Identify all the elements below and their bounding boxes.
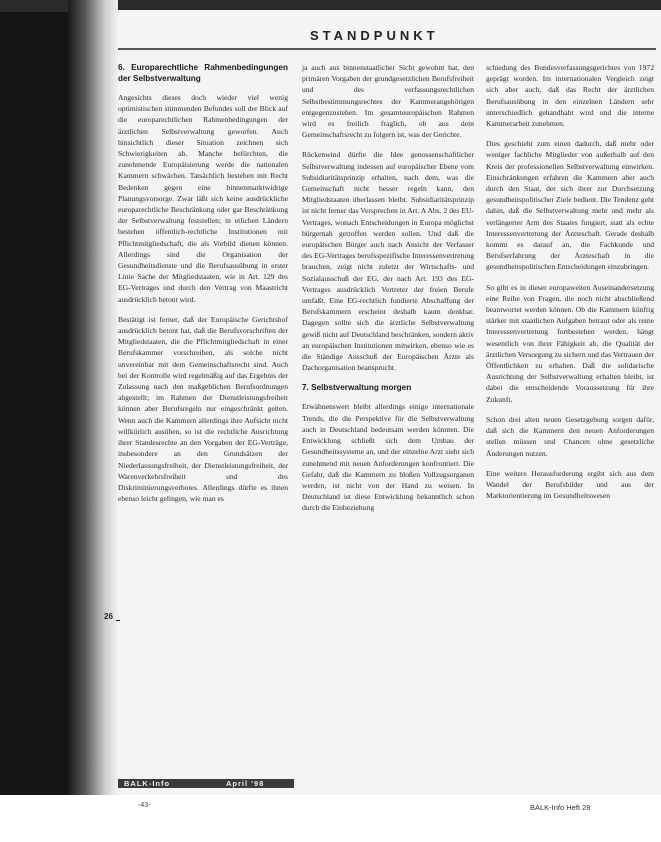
paragraph: Dies geschieht zum einen dadurch, daß mehr oder weniger fachliche Mitglieder von außerhalb auf den Kreis der professionellen Selbstverwaltung einwirken. Einschränkungen erfahren die Kammern aber auch durch den Staat, der sich ihrer zur Durchsetzung gesundheitspolitischer Ziele bedient. Die Tendenz geht dahin, daß die Selbstverwaltung mehr und mehr als verlängerter Arm des Staates fungiert, statt als echte Interessenvertretung der Ärzteschaft. Gerade deshalb kommt es darauf an, die Fachkunde und Berufserfahrung der Ärzteschaft in die gesundheitspolitischen Entscheidungen einzubringen.: [486, 139, 654, 272]
paragraph: Angesichts dieses doch wieder viel wenig optimistischen stimmenden Befundes soll der Blick auf die europarechtlichen Rahmenbedingungen der ärztlichen Selbstverwaltung geworfen. Auch hinsichtlich dieser Situation zeichnen sich Schwierigkeiten ab. Manche befürchten, die zunehmende Europäisierung werde die nationalen Kammern schwächen. Tatsächlich bestehen mit Recht Bedenken gegen eine binnenmarktwidrige Planungsvorsorge. Zwar läßt sich keine ausdrückliche europarechtliche Beschränkung oder gar Beschränkung der Selbstverwaltung feststellen; in etlichen Ländern bestehen öffentlich-rechtliche Institutionen mit Pflichtmitgliedschaft, die als Vorbild dienen können. Allerdings sind die Organisation der Gesundheitsdienste und die Berufsausübung in erster Linie Sache der Mitgliedstaaten, wie in Art. 129 des EG-Vertrages und durch den Vertrag von Maastricht ausdrücklich betont wird.: [118, 93, 288, 304]
paragraph: Rückenwind dürfte die Idee genossenschaftlicher Selbstverwaltung indessen auf europäischer Ebene vom Subsidiaritätsprinzip erhalten, nach dem, was die Gemeinschaft nicht besser regeln kann, den Mitgliedstaaten überlassen bleibt. Subsidiaritätsprinzip ist nicht ferner das Versprechen in Art. A Abs. 2 des EU-Vertrages, wonach Entscheidungen in Europa möglichst bürgernah getroffen werden sollen. Und daß die europäischen Bürger auch nach Ansicht der Verfasser des EG-Vertrages berufsspezifische Interessenvertretung brauchen, zeigt nicht zuletzt der Wirtschafts- und Sozialausschuß der EG, der nach Art. 193 des EG-Vertrages ausdrücklich Vertreter der freien Berufe umfaßt. Eine EG-rechtlich fundierte Abschaffung der Berufskammern erscheint deshalb kaum denkbar. Dagegen sollte sich die ärztliche Selbstverwaltung gewiß nicht auf Deutschland beschränken, sondern aktiv an europäischen Institutionen mitwirken, ebenso wie es die Ständige Ausschuß der Europäischen Ärzte als Dachorganisation beansprucht.: [302, 150, 474, 373]
paragraph: Eine weitere Herausforderung ergibt sich aus dem Wandel der Berufsbilder und aus der Marktorientierung im Gesundheitswesen: [486, 468, 654, 501]
section-heading-6: 6. Europarechtliche Rahmenbedingungen der Selbstverwaltung: [118, 63, 288, 83]
text-column-2: [302, 62, 474, 523]
footer-publication: BALK-Info: [124, 779, 171, 788]
paragraph: Schon drei alten neuen Gesetzgebung sorgen dafür, daß sich die Kammern den neuen Anforderungen stellen müssen und Chancen ohne gesetzliche Änderungen nutzen.: [486, 414, 654, 458]
paragraph: Bestätigt ist ferner, daß der Europäische Gerichtshof ausdrücklich betont hat, daß die Berufsvorschriften der Mitgliedstaaten, die die Pflichtmitgliedschaft in einer Berufskammer vorschreiben, als solche nicht unvereinbar mit dem Gemeinschaftsrecht sind. Auch bei der Kontrolle wird regelmäßig auf das Ergebnis der Zulassung nach den maßgeblichen Berufsordnungen abgestellt; im Rahmen der Dienstleistungsfreiheit können aber Berufsregeln nur eingeschränkt gelten. Wenn auch die Kammern allerdings ihre Aufsicht nicht willkürlich ausüben, so ist die rechtliche Ausrichtung ihrer Standesrechte an den Vorgaben der EG-Verträge, insbesondere an den Grundsätzen der Niederlassungsfreiheit, der Dienstleistungsfreiheit, der Warenverkehrsfreiheit und des Diskriminierungsverbotes. Allerdings dürfte es ihnen ebenso leicht gelingen, wie man es: [118, 314, 288, 504]
footer-folio: -43-: [138, 802, 151, 809]
paragraph: Erwähnenswert bleibt allerdings einige internationale Trends, die die Perspektive für die Selbstverwaltung auch in Deutschland bedeutsam werden könnten. Die Entwicklung schließt sich dem Umbau der Gesundheitssysteme an, und der einzelne Arzt sieht sich zunehmend mit neuen Anforderungen konfrontiert. Die Gefahr, daß die Kammern zu bloßen Vollzugsorganen werden, ist nicht von der Hand zu weisen. In Deutschland ist diese Entwicklung bekanntlich schon durch die Einbeziehung: [302, 402, 474, 513]
section-header-title: STANDPUNKT: [310, 28, 439, 43]
text-column-1: [118, 62, 288, 513]
page-number: 26: [104, 612, 113, 621]
footer-issue-reference: BALK-Info Heft 28: [530, 803, 591, 812]
page-gutter-shadow: [68, 0, 118, 842]
header-rule: [118, 48, 656, 50]
text-column-3: [486, 62, 654, 510]
page-number-mark: [116, 620, 120, 621]
paragraph: So gibt es in dieser europaweiten Auseinandersetzung eine Reihe von Fragen, die noch nicht abschließend beantwortet werden können. Ob die Kammern künftig stärker mit staatlichen Aufgaben betraut oder als reine Interessenvertretung fortbestehen werden, hängt wesentlich von ihrer Fähigkeit ab, die Qualität der ärztlichen Versorgung zu sichern und das Vertrauen der Öffentlichkeit zu erhalten. Daß die solidarische Ausrichtung der Selbstverwaltung erhalten bleibt, ist dabei die entscheidende Voraussetzung für ihre Zukunft.: [486, 282, 654, 404]
paragraph: schiedung des Bundesverfassungsgerichtes von 1972 geprägt worden. Im internationalen Vergleich zeigt sich aber auch, daß das Recht der ärztlichen Berufsausübung in den einzelnen Ländern sehr unterschiedlich gehandhabt wird und die interne Kammerarbeit zunehmen.: [486, 63, 654, 129]
footer-issue-date: April '98: [226, 779, 265, 788]
paragraph: ja auch aus binnenstaatlicher Sicht gewohnt hat, den primären Vorgaben der grundgesetzlichen Berufsfreiheit und des verfassungsrechtlichen Selbstbestimmungsrechtes der Kammerangehörigen entgegenzustehen. Im gesamteuropäischen Rahmen wird es freilich fraglich, ob aus dem Gemeinschaftsrecht zu folgern ist, was der Gerichte.: [302, 63, 474, 140]
section-heading-7: 7. Selbstverwaltung morgen: [302, 383, 412, 393]
